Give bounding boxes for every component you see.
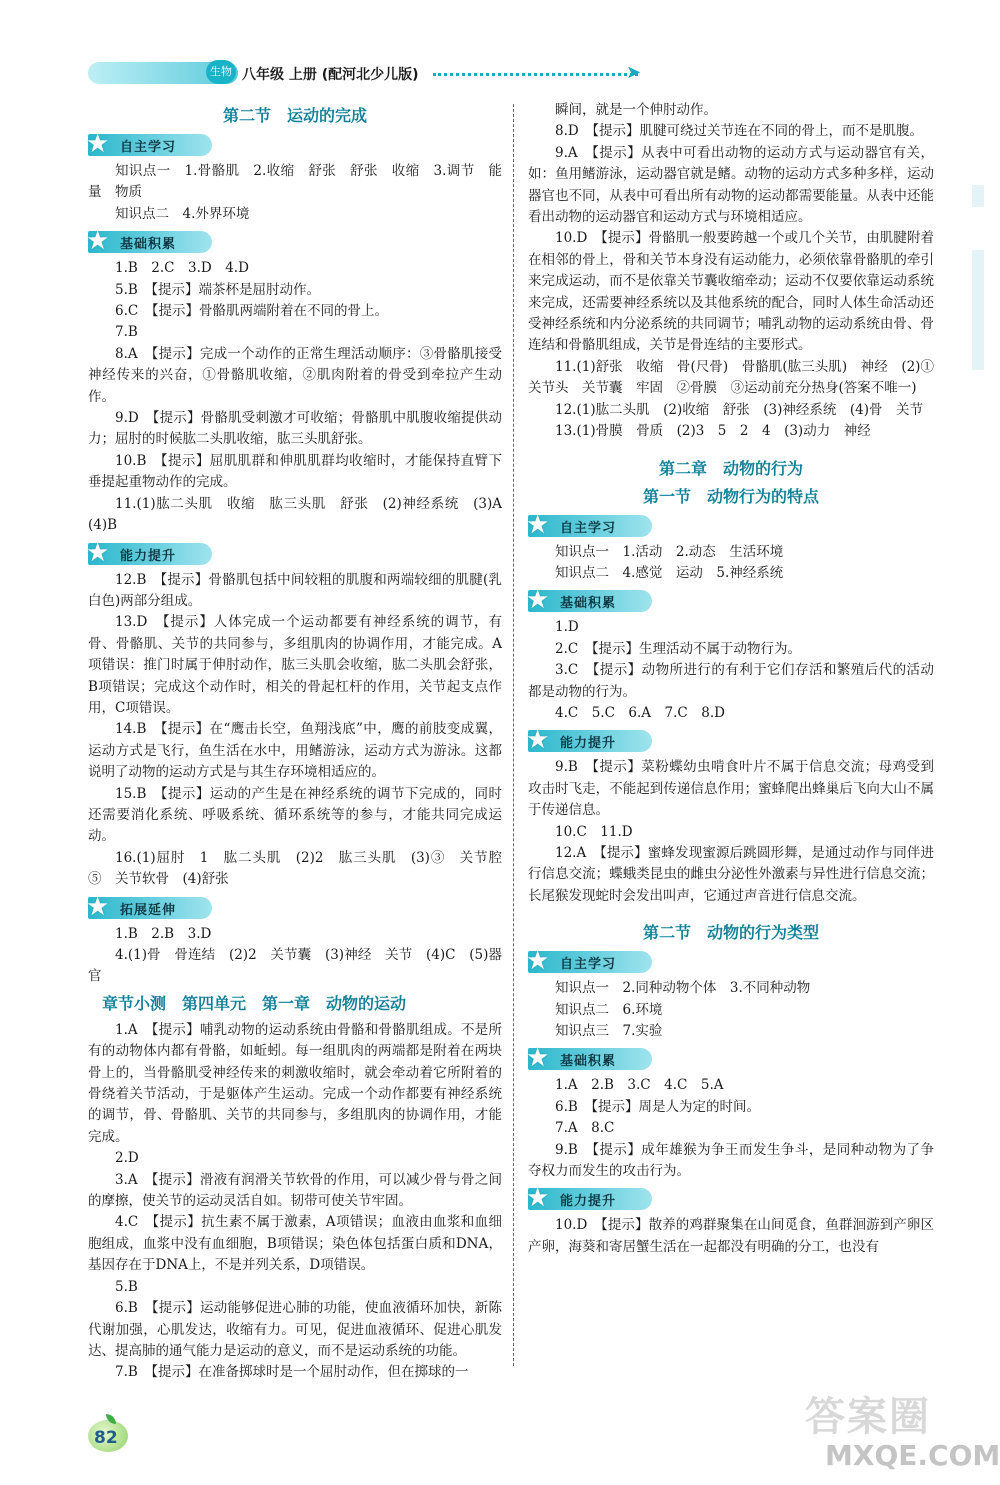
answer-line: 5.B (115, 1278, 138, 1295)
section-tag-label: 基础积累 (560, 596, 617, 612)
answer-line: 9.A 【提示】从表中可看出动物的运动方式与运动器官有关，如：鱼用鳍游泳，运动器官就是鳍。动物的运动方式多种多样，运动器官也不同，从表中可看出所有动物的运动都需要能量。从表中还能看出动物的运动器官和运动方式与环境相适应。 (528, 144, 934, 226)
section-heading: 第一节 动物行为的特点 (642, 486, 819, 506)
section-tag-label: 能力提升 (560, 1194, 617, 1210)
answer-line: 1.A 2.B 3.C 4.C 5.A (555, 1077, 724, 1094)
answer-line: 10.D 【提示】散养的鸡群聚集在山间觅食，鱼群洄游到产卵区产卵，海葵和寄居蟹生活在一起都没有明确的分工，也没有 (528, 1217, 934, 1255)
answer-line: 7.B (115, 324, 138, 341)
star-icon: ★ (526, 946, 550, 977)
star-icon: ★ (526, 509, 550, 540)
section-heading: 第二章 动物的行为 (658, 458, 803, 478)
answer-line: 2.C 【提示】生理活动不属于动物行为。 (555, 640, 801, 657)
section-tag-label: 能力提升 (120, 548, 177, 564)
header-dotted-line (433, 73, 638, 76)
section-heading: 章节小测 第四单元 第一章 动物的运动 (102, 993, 407, 1013)
answer-line: 7.A 8.C (555, 1120, 615, 1137)
answer-line: 9.B 【提示】成年雄猴为争王而发生争斗，是同种动物为了争夺权力而发生的攻击行为。 (528, 1141, 934, 1180)
page-number: 82 (94, 1428, 118, 1448)
right-column (528, 100, 934, 1258)
page-number-badge (88, 1414, 134, 1454)
answer-line: 1.D (555, 619, 579, 636)
section-tag-label: 能力提升 (560, 736, 617, 752)
answer-line: 15.B 【提示】运动的产生是在神经系统的调节下完成的，同时还需要消化系统、呼吸系统、循环系统等的参与，才能共同完成运动。 (88, 785, 502, 845)
star-icon: ★ (86, 537, 110, 568)
edge-mark (972, 185, 984, 207)
arrow-right-icon: ➤ (626, 62, 642, 83)
book-title: 八年级 上册 (配河北少儿版) (242, 67, 419, 83)
column-divider (513, 104, 514, 1366)
page-header (88, 56, 648, 90)
answer-line: 知识点二 4.外界环境 (115, 205, 250, 222)
edge-mark (972, 250, 984, 370)
answer-line: 12.B 【提示】骨骼肌包括中间较粗的肌腹和两端较细的肌腱(乳白色)两部分组成。 (88, 571, 502, 609)
star-icon: ★ (86, 129, 110, 159)
answer-line: 1.B 2.C 3.D 4.D (115, 260, 249, 277)
answer-line: 9.D 【提示】骨骼肌受刺激才可收缩；骨骼肌中肌腹收缩提供动力；屈肘的时候肱二头肌收缩，肱三头肌舒张。 (88, 410, 502, 448)
answer-line: 知识点三 7.实验 (555, 1023, 663, 1039)
answer-line: 8.D 【提示】肌腱可绕过关节连在不同的骨上，而不是肌腹。 (555, 123, 923, 140)
section-tag-label: 自主学习 (560, 520, 617, 536)
left-column (86, 100, 516, 1384)
answer-line: 3.A 【提示】滑液有润滑关节软骨的作用，可以减少骨与骨之间的摩擦，使关节的运动灵活自如。韧带可使关节牢固。 (88, 1171, 502, 1210)
section-tag (526, 1043, 652, 1074)
answer-line: 12.A 【提示】蜜蜂发现蜜源后跳圆形舞，是通过动作与同伴进行信息交流；蝶蛾类昆虫的雌虫分泌性外激素与异性进行信息交流；长尾猴发现蛇时会发出叫声，它通过声音进行信息交流。 (528, 844, 934, 904)
answer-line: 知识点二 4.感觉 运动 5.神经系统 (555, 564, 784, 581)
section-tag (526, 585, 652, 616)
answer-line: 知识点一 1.活动 2.动态 生活环境 (555, 543, 784, 560)
star-icon: ★ (86, 226, 110, 257)
answer-line: 11.(1)舒张 收缩 骨(尺骨) 骨骼肌(肱三头肌) 神经 (2)①关节头 关节囊 牢固 ②骨膜 ③运动前充分热身(答案不唯一) (528, 358, 934, 397)
section-tag (86, 537, 212, 568)
answer-line: 8.A 【提示】完成一个动作的正常生理活动顺序：③骨骼肌接受神经传来的兴奋，①骨骼肌收缩，②肌肉附着的骨受到牵拉产生动作。 (88, 345, 502, 405)
answer-line: 4.C 5.C 6.A 7.C 8.D (555, 704, 725, 721)
answer-line: 13.(1)骨膜 骨质 (2)3 5 2 4 (3)动力 神经 (555, 423, 871, 440)
subject-badge: 生物 (206, 60, 236, 84)
watermark-logo: 答案圈 (805, 1394, 931, 1440)
answer-line: 6.B 【提示】运动能够促进心肺的功能，使血液循环加快，新陈代谢加强，心肌发达，收缩有力。可见，促进血液循环、促进心肌发达、提高肺的通气能力是运动的意义，而不是运动系统的功能。 (88, 1300, 502, 1359)
answer-line: 9.B 【提示】菜粉蝶幼虫啃食叶片不属于信息交流；母鸡受到攻击时飞走，不能起到传递信息作用；蜜蜂爬出蜂巢后飞向大山不属于传递信息。 (528, 759, 934, 819)
answer-line: 10.B 【提示】屈肌肌群和伸肌肌群均收缩时，才能保持直臂下垂提起重物动作的完成。 (88, 452, 502, 491)
section-tag (526, 946, 652, 977)
star-icon: ★ (526, 1043, 550, 1074)
section-tag (86, 226, 212, 257)
star-icon: ★ (526, 585, 550, 616)
answer-line: 14.B 【提示】在“鹰击长空，鱼翔浅底”中，鹰的前肢变成翼，运动方式是飞行，鱼生活在水中，用鳍游泳，运动方式为游泳。这都说明了动物的运动方式是与其生存环境相适应的。 (88, 721, 502, 781)
section-tag (526, 1183, 652, 1214)
answer-line: 6.C 【提示】骨骼肌两端附着在不同的骨上。 (115, 303, 388, 320)
section-tag-label: 自主学习 (120, 140, 177, 155)
answer-line: 1.B 2.B 3.D (115, 925, 212, 942)
watermark (805, 1385, 1000, 1481)
section-heading: 第二节 运动的完成 (222, 106, 367, 125)
section-tag-label: 自主学习 (560, 957, 617, 973)
section-tag-label: 拓展延伸 (120, 902, 177, 918)
answer-line: 知识点二 6.环境 (555, 1001, 663, 1018)
section-heading: 第二节 动物的行为类型 (642, 923, 819, 943)
section-tag (86, 129, 212, 159)
answer-line: 3.C 【提示】动物所进行的有利于它们存活和繁殖后代的活动都是动物的行为。 (528, 662, 934, 700)
section-tag (86, 891, 212, 922)
section-tag (526, 509, 652, 540)
answer-line: 7.B 【提示】在准备掷球时是一个屈肘动作，但在掷球的一 (115, 1364, 469, 1381)
answer-line: 11.(1)肱二头肌 收缩 肱三头肌 舒张 (2)神经系统 (3)A (4)B (88, 495, 516, 534)
section-tag-label: 基础积累 (560, 1054, 617, 1070)
answer-line: 10.C 11.D (555, 823, 633, 840)
star-icon: ★ (86, 891, 110, 922)
answer-line: 知识点一 2.同种动物个体 3.不同种动物 (555, 980, 811, 997)
answer-line: 瞬间，就是一个伸肘动作。 (555, 102, 717, 118)
answer-line: 2.D (115, 1150, 139, 1167)
answer-line: 10.D 【提示】骨骼肌一般要跨越一个或几个关节，由肌腱附着在相邻的骨上，骨和关节本身没有运动能力，必须依靠骨骼肌的牵引来完成运动，而不是依靠关节囊收缩牵动；运动不仅要依靠运动系统来完成，还需要神经系统以及其他系统的配合，同时人体生命活动还受神经系统和内分泌系统的共同调节；哺乳动物的运动系统由骨、骨连结和骨骼肌组成，关节是骨连结的主要形式。 (528, 230, 934, 354)
section-tag (526, 725, 652, 756)
answer-line: 16.(1)屈肘 1 肱二头肌 (2)2 肱三头肌 (3)③ 关节腔 ⑤ 关节软骨 (4)舒张 (88, 849, 516, 888)
answer-line: 13.D 【提示】人体完成一个运动都要有神经系统的调节，有骨、骨骼肌、关节的共同参与，多组肌肉的协调作用，才能完成。A项错误：推门时属于伸肘动作，肱三头肌会收缩，肱二头肌会舒张，B项错误；完成这个动作时，相关的骨起杠杆的作用，关节起支点作用，C项错误。 (88, 614, 502, 716)
answer-line: 4.C 【提示】抗生素不属于激素，A项错误；血液由血浆和血细胞组成，血浆中没有血细胞，B项错误；染色体包括蛋白质和DNA，基因存在于DNA上，不是并列关系，D项错误。 (88, 1214, 502, 1274)
section-tag-label: 基础积累 (120, 237, 177, 253)
watermark-url: MXQE.COM (825, 1439, 1000, 1472)
answer-line: 6.B 【提示】周是人为定的时间。 (555, 1098, 761, 1115)
answer-line: 12.(1)肱二头肌 (2)收缩 舒张 (3)神经系统 (4)骨 关节 (555, 401, 923, 418)
answer-line: 知识点一 1.骨骼肌 2.收缩 舒张 舒张 收缩 3.调节 能量 物质 (88, 163, 502, 201)
star-icon: ★ (526, 725, 550, 756)
answer-line: 5.B 【提示】端茶杯是屈肘动作。 (115, 281, 321, 298)
star-icon: ★ (526, 1183, 550, 1214)
answer-line: 4.(1)骨 骨连结 (2)2 关节囊 (3)神经 关节 (4)C (5)器官 (88, 947, 502, 985)
answer-line: 1.A 【提示】哺乳动物的运动系统由骨骼和骨骼肌组成。不是所有的动物体内都有骨骼，如蚯蚓。每一组肌肉的两端都是附着在两块骨上的，当骨骼肌受神经传来的刺激收缩时，就会牵动着它所附着的骨绕着关节活动，于是躯体产生运动。完成一个动作都要有神经系统的调节，骨、骨骼肌、关节的共同参与，多组肌肉的协调作用，才能完成。 (88, 1021, 502, 1145)
